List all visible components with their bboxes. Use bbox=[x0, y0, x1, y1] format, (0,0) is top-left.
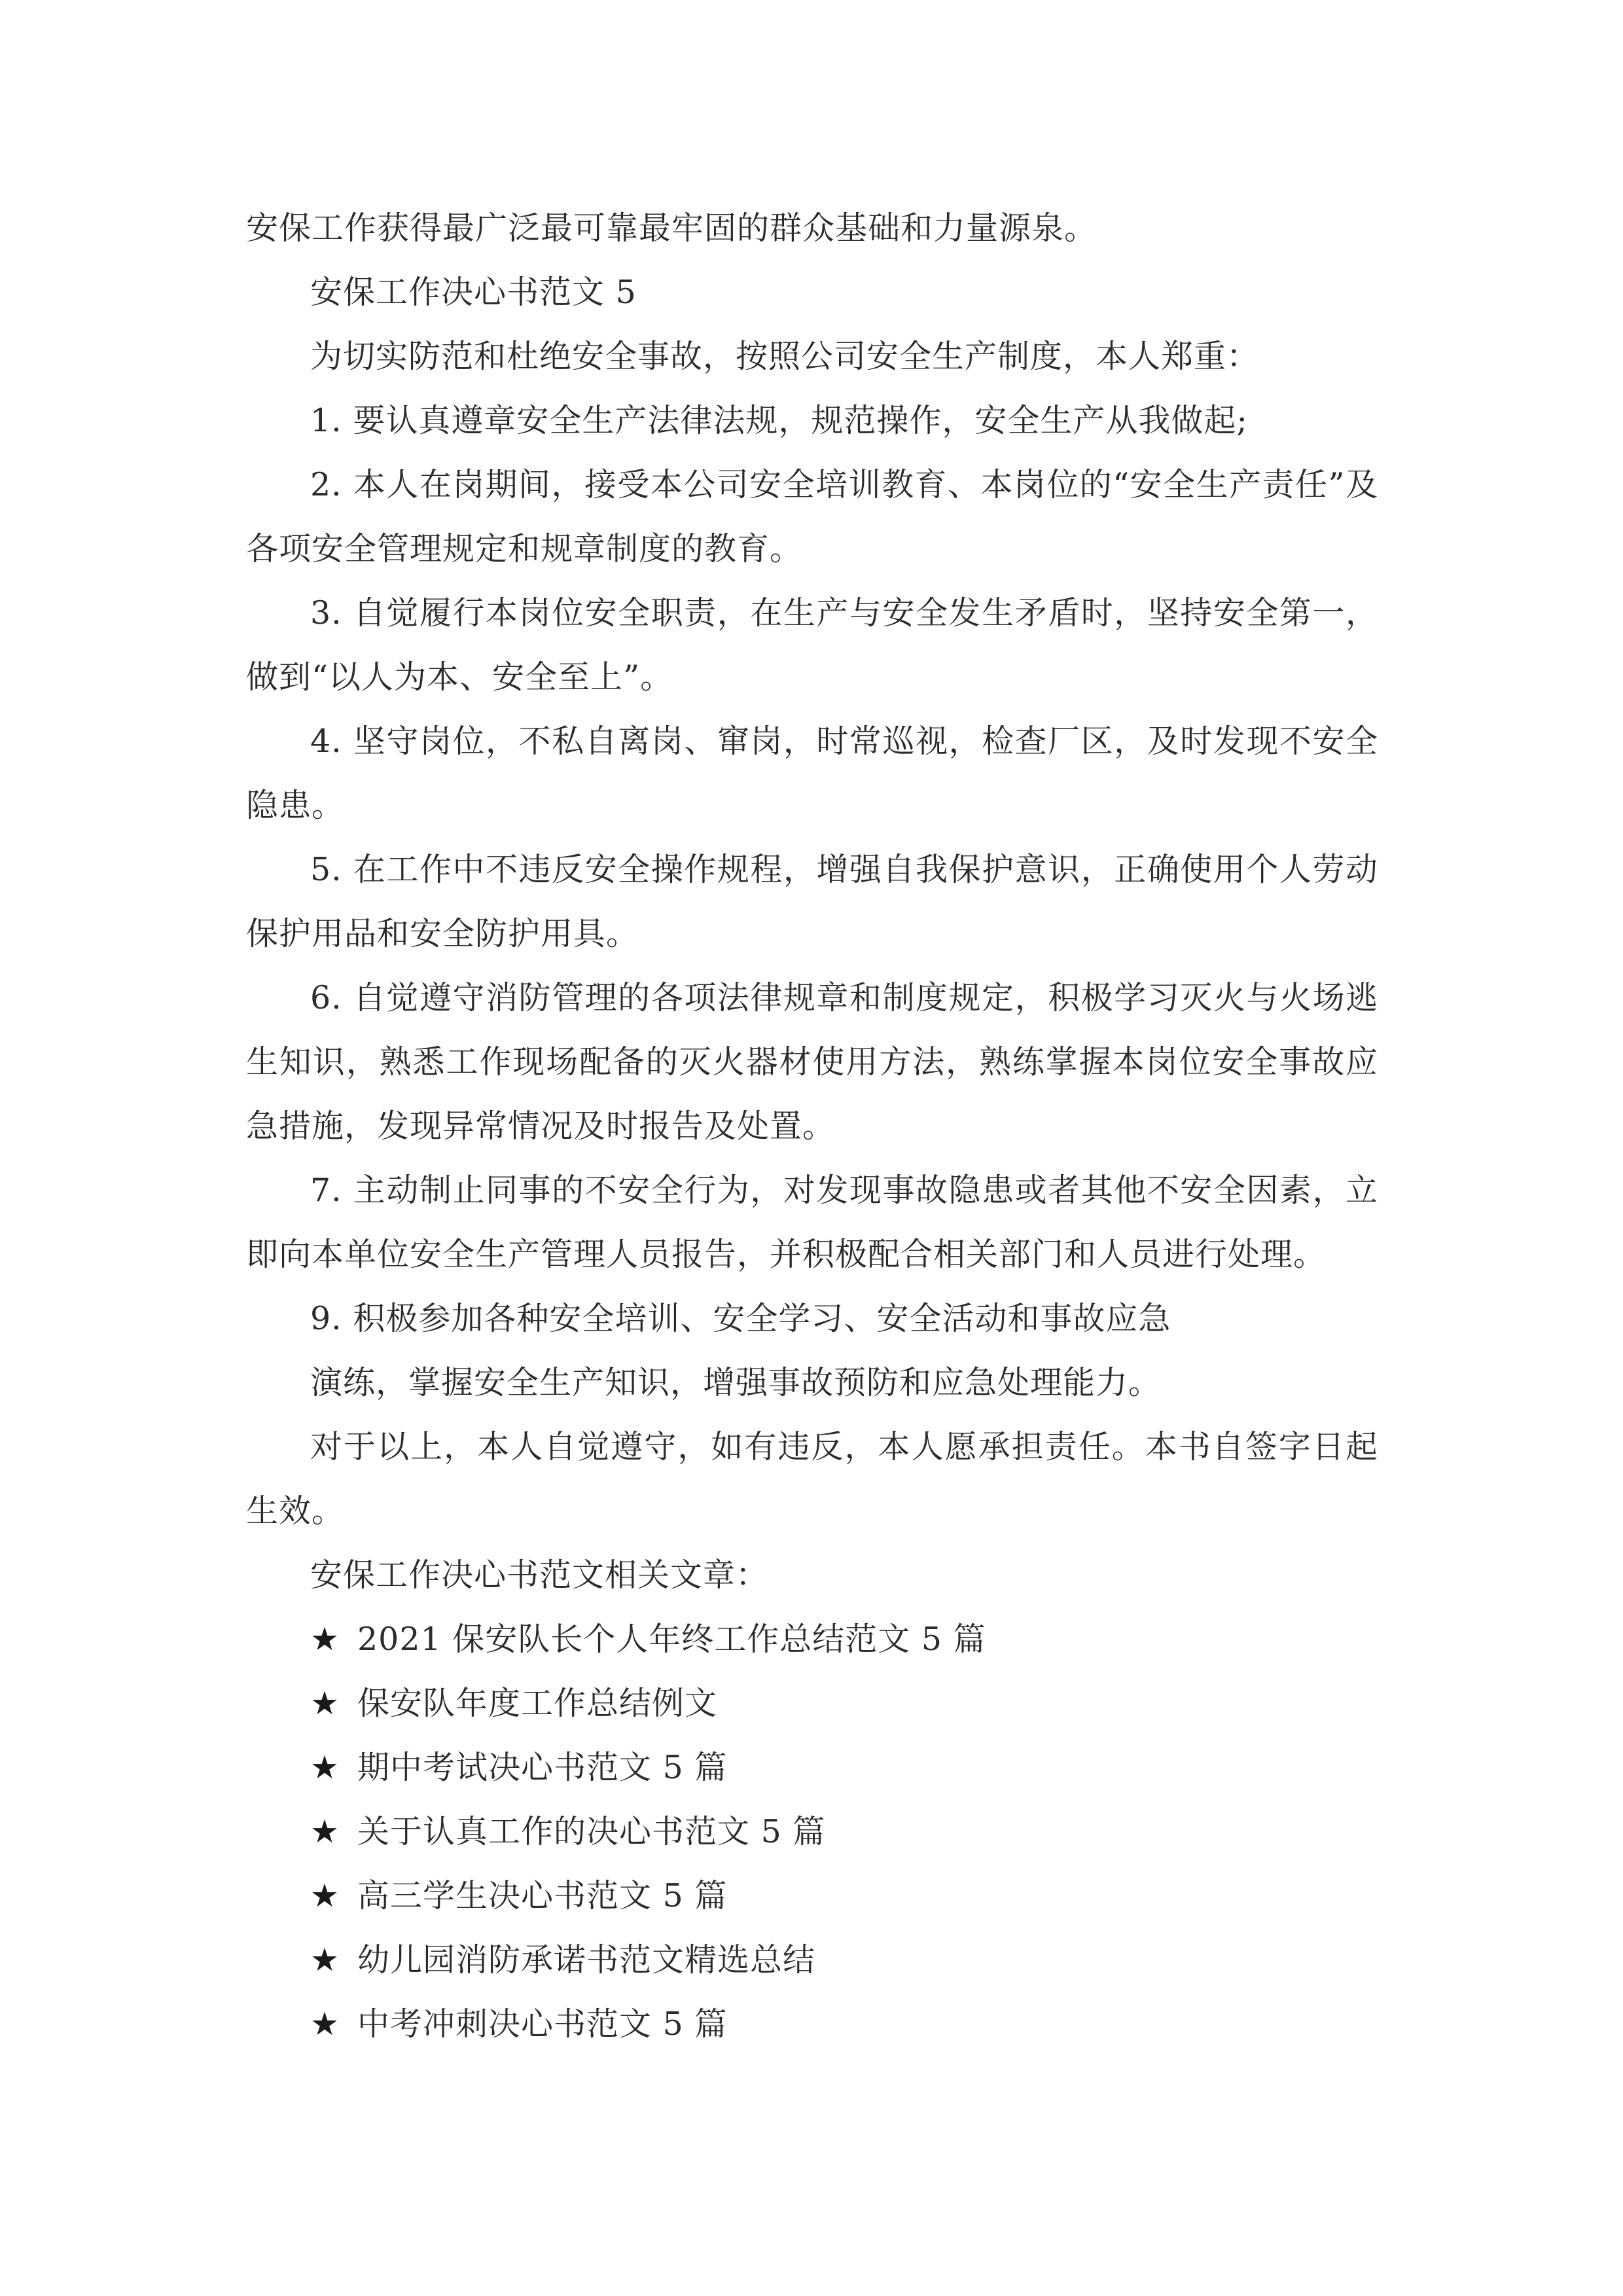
related-article-title[interactable]: 中考冲刺决心书范文 5 篇 bbox=[357, 2005, 728, 2043]
pledge-item-3: 3. 自觉履行本岗位安全职责，在生产与安全发生矛盾时，坚持安全第一，做到“以人为本、安全至上”。 bbox=[246, 594, 1378, 696]
pledge-item-6: 6. 自觉遵守消防管理的各项法律规章和制度规定，积极学习灭火与火场逃生知识，熟悉工作现场配备的灭火器材使用方法，熟练掌握本岗位安全事故应急措施，发现异常情况及时报告及处置。 bbox=[246, 979, 1378, 1145]
related-article-title[interactable]: 高三学生决心书范文 5 篇 bbox=[357, 1877, 728, 1914]
star-icon: ★ bbox=[310, 1685, 340, 1722]
related-article-link[interactable] bbox=[246, 1736, 1378, 1800]
related-article-link[interactable] bbox=[246, 1672, 1378, 1736]
pledge-item-5: 5. 在工作中不违反安全操作规程，增强自我保护意识，正确使用个人劳动保护用品和安全防护用具。 bbox=[246, 851, 1378, 952]
related-article-link[interactable] bbox=[246, 1928, 1378, 1992]
document-body bbox=[246, 196, 1378, 2056]
closing-paragraph: 对于以上，本人自觉遵守，如有违反，本人愿承担责任。本书自签字日起生效。 bbox=[246, 1428, 1378, 1530]
pledge-item-1: 1. 要认真遵章安全生产法律法规，规范操作，安全生产从我做起; bbox=[310, 402, 1248, 439]
related-article-title[interactable]: 关于认真工作的决心书范文 5 篇 bbox=[357, 1813, 826, 1850]
star-icon: ★ bbox=[310, 1877, 340, 1914]
star-icon: ★ bbox=[310, 2005, 340, 2043]
lead-paragraph: 为切实防范和杜绝安全事故，按照公司安全生产制度，本人郑重： bbox=[310, 338, 1260, 375]
related-article-title[interactable]: 幼儿园消防承诺书范文精选总结 bbox=[357, 1941, 816, 1979]
pledge-item-7: 7. 主动制止同事的不安全行为，对发现事故隐患或者其他不安全因素，立即向本单位安全生产管理人员报告，并积极配合相关部门和人员进行处理。 bbox=[246, 1172, 1378, 1273]
related-article-title[interactable]: 保安队年度工作总结例文 bbox=[357, 1685, 718, 1722]
related-article-link[interactable] bbox=[246, 1992, 1378, 2056]
intro-line: 安保工作获得最广泛最可靠最牢固的群众基础和力量源泉。 bbox=[246, 209, 1097, 247]
star-icon: ★ bbox=[310, 1749, 340, 1786]
star-icon: ★ bbox=[310, 1941, 340, 1979]
section-title: 安保工作决心书范文 5 bbox=[310, 274, 637, 311]
related-article-title[interactable]: 2021 保安队长个人年终工作总结范文 5 篇 bbox=[357, 1621, 986, 1658]
pledge-continuation: 演练，掌握安全生产知识，增强事故预防和应急处理能力。 bbox=[310, 1364, 1162, 1401]
related-article-link[interactable] bbox=[246, 1800, 1378, 1864]
pledge-item-9: 9. 积极参加各种安全培训、安全学习、安全活动和事故应急 bbox=[310, 1300, 1171, 1337]
related-article-link[interactable] bbox=[246, 1864, 1378, 1928]
pledge-item-4: 4. 坚守岗位，不私自离岗、窜岗，时常巡视，检查厂区，及时发现不安全隐患。 bbox=[246, 723, 1378, 824]
related-article-link[interactable] bbox=[246, 1607, 1378, 1672]
related-articles-list bbox=[246, 1607, 1378, 2056]
related-articles-heading: 安保工作决心书范文相关文章： bbox=[310, 1556, 769, 1594]
related-article-title[interactable]: 期中考试决心书范文 5 篇 bbox=[357, 1749, 728, 1786]
pledge-item-2: 2. 本人在岗期间，接受本公司安全培训教育、本岗位的“安全生产责任”及各项安全管理规定和规章制度的教育。 bbox=[246, 466, 1378, 567]
star-icon: ★ bbox=[310, 1621, 340, 1658]
star-icon: ★ bbox=[310, 1813, 340, 1850]
